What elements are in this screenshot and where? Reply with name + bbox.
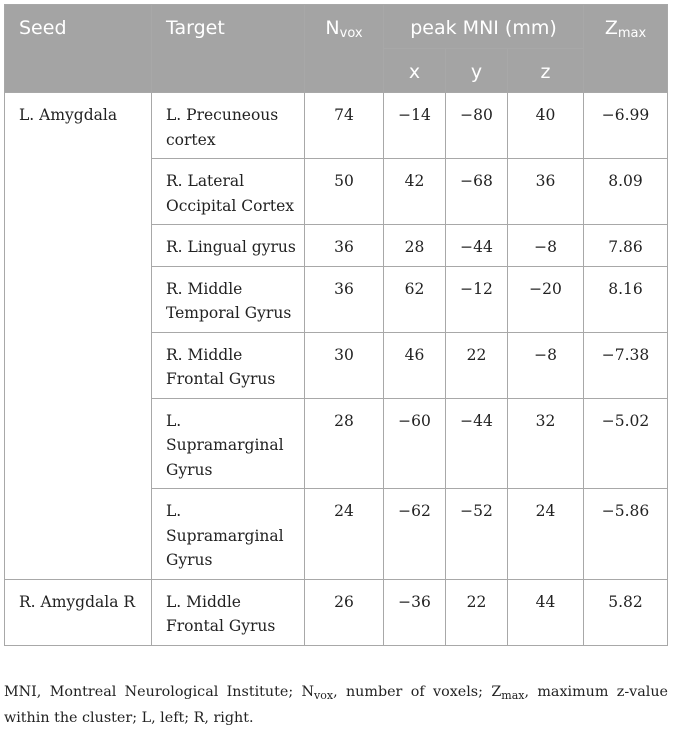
y-cell: 22 [446,579,508,645]
y-cell: −44 [446,225,508,267]
z-cell: 24 [508,489,584,580]
nvox-cell: 24 [305,489,384,580]
nvox-cell: 36 [305,266,384,332]
x-cell: −14 [384,93,446,159]
seed-cell: L. Amygdala [5,93,152,580]
zmax-cell: −6.99 [584,93,668,159]
zmax-cell: −5.02 [584,398,668,489]
y-cell: −52 [446,489,508,580]
target-cell: R. Lingual gyrus [152,225,305,267]
y-cell: −80 [446,93,508,159]
y-cell: −12 [446,266,508,332]
nvox-cell: 28 [305,398,384,489]
nvox-cell: 26 [305,579,384,645]
target-cell: R. Middle Temporal Gyrus [152,266,305,332]
z-cell: −20 [508,266,584,332]
zmax-cell: 7.86 [584,225,668,267]
header-seed: Seed [5,5,152,93]
nvox-cell: 36 [305,225,384,267]
x-cell: −60 [384,398,446,489]
table-footnote: MNI, Montreal Neurological Institute; $N_{vox}$, number of voxels; $Z_{max}$, maximum z-value within the cluster; L, left; R, right. [4,684,668,726]
z-cell: 44 [508,579,584,645]
nvox-cell: 30 [305,332,384,398]
header-y: y [446,49,508,93]
target-cell: L. Precuneous cortex [152,93,305,159]
table-row [5,93,668,159]
x-cell: −36 [384,579,446,645]
y-cell: −68 [446,159,508,225]
z-cell: 32 [508,398,584,489]
y-cell: 22 [446,332,508,398]
z-cell: 40 [508,93,584,159]
header-zmax: Zmax [584,5,668,93]
table-row [5,579,668,645]
nvox-cell: 74 [305,93,384,159]
x-cell: 62 [384,266,446,332]
header-z: z [508,49,584,93]
target-cell: R. Middle Frontal Gyrus [152,332,305,398]
header-peak-mni: peak MNI (mm) [384,5,584,49]
nvox-cell: 50 [305,159,384,225]
z-cell: −8 [508,332,584,398]
zmax-cell: −5.86 [584,489,668,580]
target-cell: L. Supramarginal Gyrus [152,398,305,489]
zmax-cell: 8.16 [584,266,668,332]
z-cell: 36 [508,159,584,225]
zmax-cell: −7.38 [584,332,668,398]
zmax-cell: 5.82 [584,579,668,645]
seed-cell: R. Amygdala R [5,579,152,645]
target-cell: L. Middle Frontal Gyrus [152,579,305,645]
header-nvox: Nvox [305,5,384,93]
x-cell: 28 [384,225,446,267]
x-cell: 46 [384,332,446,398]
results-table [4,4,668,646]
target-cell: R. Lateral Occipital Cortex [152,159,305,225]
target-cell: L. Supramarginal Gyrus [152,489,305,580]
header-target: Target [152,5,305,93]
x-cell: −62 [384,489,446,580]
y-cell: −44 [446,398,508,489]
zmax-cell: 8.09 [584,159,668,225]
z-cell: −8 [508,225,584,267]
header-x: x [384,49,446,93]
x-cell: 42 [384,159,446,225]
